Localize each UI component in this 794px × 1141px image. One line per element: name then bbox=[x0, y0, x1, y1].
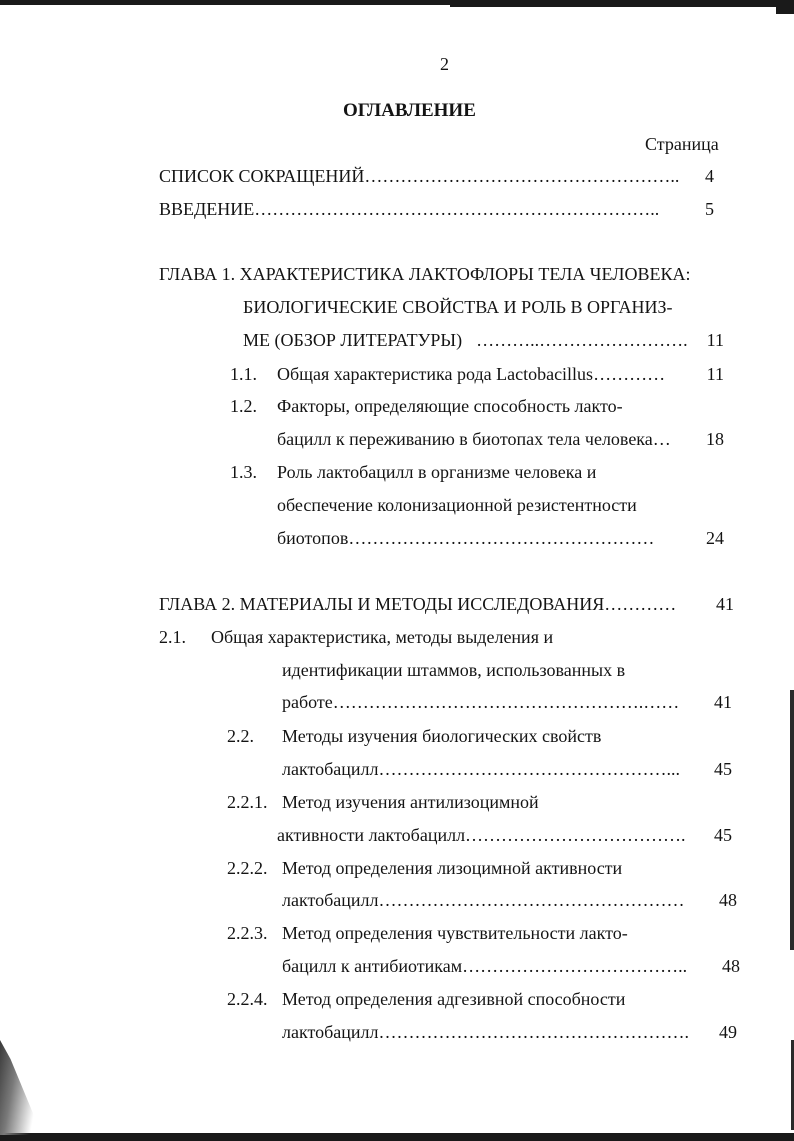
section-page: 45 bbox=[714, 825, 732, 845]
section-title-line: Метод определения чувствительности лакто- bbox=[282, 923, 628, 943]
section-title-line: идентификации штаммов, использованных в bbox=[282, 660, 626, 680]
section-title-line: бацилл к переживанию в биотопах тела человека… bbox=[277, 429, 671, 449]
section-title-line: биотопов…………………………………………… bbox=[277, 528, 655, 548]
section-page: 48 bbox=[719, 890, 737, 910]
section-number: 2.2. bbox=[227, 726, 254, 746]
section-title-line: Метод изучения антилизоцимной bbox=[282, 792, 539, 812]
section-title-line: Метод определения лизоцимной активности bbox=[282, 858, 623, 878]
toc-page: 5 bbox=[705, 199, 714, 219]
section-title-line: Метод определения адгезивной способности bbox=[282, 989, 626, 1009]
section-title-line: лактобацилл…………………………………………… bbox=[282, 890, 685, 910]
section-title-line: Методы изучения биологических свойств bbox=[282, 726, 602, 746]
toc-page: 4 bbox=[705, 166, 714, 186]
section-title-line: Общая характеристика рода Lactobacillus………… bbox=[277, 364, 666, 384]
section-page: 24 bbox=[706, 528, 724, 548]
section-number: 2.2.1. bbox=[227, 792, 268, 812]
section-title-line: лактобацилл……………………………………………. bbox=[282, 1022, 689, 1042]
section-page: 49 bbox=[719, 1022, 737, 1042]
section-title-line: активности лактобацилл………………………………. bbox=[277, 825, 686, 845]
page-title: ОГЛАВЛЕНИЕ bbox=[343, 100, 476, 121]
section-number: 1.1. bbox=[230, 364, 257, 384]
section-title-line: Общая характеристика, методы выделения и bbox=[211, 627, 554, 647]
section-title-line: Факторы, определяющие способность лакто- bbox=[277, 396, 623, 416]
chapter-2-page: 41 bbox=[716, 594, 734, 614]
scan-shadow-left bbox=[0, 1040, 42, 1135]
section-number: 1.3. bbox=[230, 462, 257, 482]
section-number: 1.2. bbox=[230, 396, 257, 416]
section-number: 2.2.3. bbox=[227, 923, 268, 943]
chapter-1-page: 11 bbox=[706, 330, 724, 350]
toc-label: СПИСОК СОКРАЩЕНИЙ bbox=[159, 166, 365, 186]
chapter-1-title-line-2: БИОЛОГИЧЕСКИЕ СВОЙСТВА И РОЛЬ В ОРГАНИЗ- bbox=[243, 297, 673, 317]
toc-dots: ………..……………………. bbox=[476, 330, 688, 350]
section-page: 45 bbox=[714, 759, 732, 779]
toc-label: ВВЕДЕНИЕ bbox=[159, 199, 255, 219]
section-page: 18 bbox=[706, 429, 724, 449]
toc-dots: …………………………………………….. bbox=[364, 166, 680, 186]
section-number: 2.1. bbox=[159, 627, 186, 647]
section-title-line: бацилл к антибиотикам……………………………….. bbox=[282, 956, 688, 976]
section-page: 41 bbox=[714, 692, 732, 712]
section-title-line: Роль лактобацилл в организме человека и bbox=[277, 462, 597, 482]
scan-edge-top-right bbox=[450, 4, 794, 7]
section-number: 2.2.4. bbox=[227, 989, 268, 1009]
chapter-1-title-line-1: ГЛАВА 1. ХАРАКТЕРИСТИКА ЛАКТОФЛОРЫ ТЕЛА ЧЕЛОВЕКА: bbox=[159, 264, 691, 284]
page-number: 2 bbox=[440, 54, 449, 74]
toc-dots: ………………………………………………………….. bbox=[254, 199, 660, 219]
scan-edge-bottom bbox=[0, 1133, 794, 1141]
section-page: 48 bbox=[722, 956, 740, 976]
scan-edge-right bbox=[790, 690, 794, 950]
chapter-2-title-line-1: ГЛАВА 2. МАТЕРИАЛЫ И МЕТОДЫ ИССЛЕДОВАНИЯ………… bbox=[159, 594, 677, 614]
section-title-line: обеспечение колонизационной резистентности bbox=[277, 495, 637, 515]
page-column-header: Страница bbox=[645, 134, 719, 154]
section-number: 2.2.2. bbox=[227, 858, 268, 878]
section-page: 11 bbox=[706, 364, 724, 384]
chapter-1-title-line-3: МЕ (ОБЗОР ЛИТЕРАТУРЫ) bbox=[243, 330, 463, 350]
scan-edge-corner bbox=[776, 0, 794, 14]
section-title-line: работе…………………………………………….…… bbox=[282, 692, 680, 712]
section-title-line: лактобацилл…………………………………………... bbox=[282, 759, 680, 779]
